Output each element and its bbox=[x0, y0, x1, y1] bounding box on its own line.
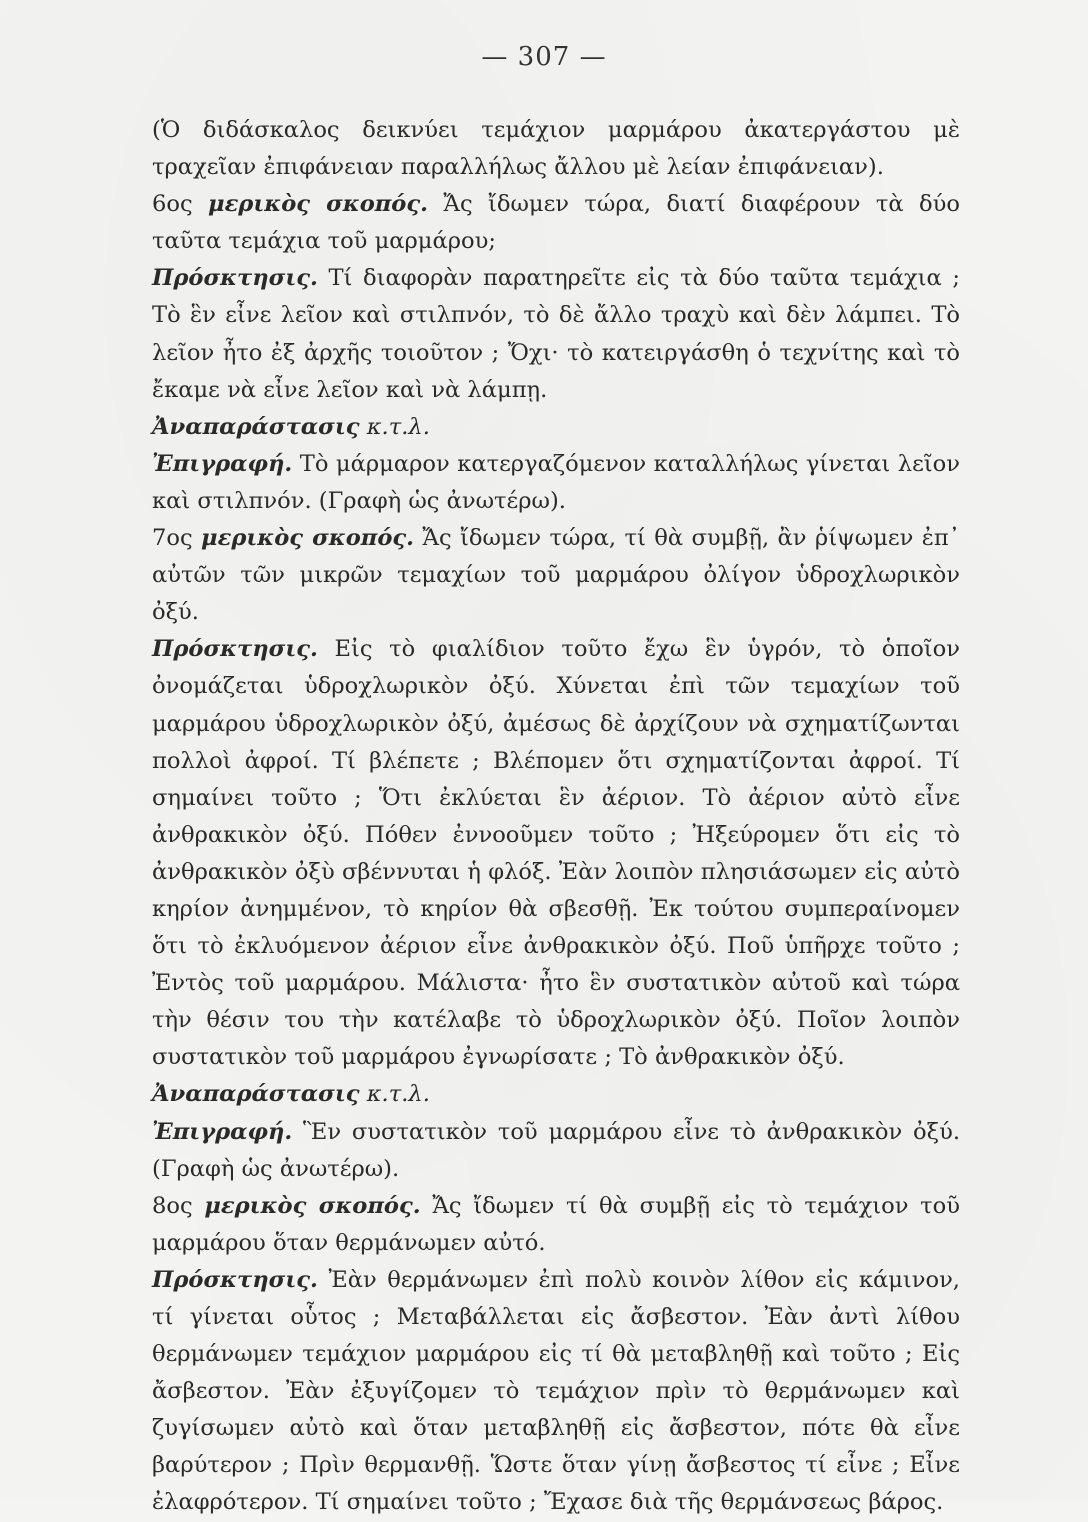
section-label: Ἀναπαράστασις bbox=[152, 1081, 360, 1108]
paragraph-acquisition-3 bbox=[152, 1262, 960, 1522]
section-label: Ἀναπαράστασις bbox=[152, 413, 360, 440]
section-label: Πρόσκτησις. bbox=[152, 1266, 318, 1293]
paragraph-text: (Ὁ διδάσκαλος δεικνύει τεμάχιον μαρμάρου ἀκατεργάστου μὲ τραχεῖαν ἐπιφάνειαν παραλλήλως ἄλλου μὲ λείαν ἐπιφάνειαν). bbox=[152, 117, 960, 181]
paragraph-text: κ.τ.λ. bbox=[359, 1081, 430, 1108]
paragraph-text: Εἰς τὸ φιαλίδιον τοῦτο ἔχω ἓν ὑγρόν, τὸ ὁποῖον ὀνομάζεται ὑδροχλωρικὸν ὀξύ. Χύνεται ἐπὶ τῶν τεμαχίων τοῦ μαρμάρου ὑδροχλωρικὸν ὀξύ, ἀμέσως δὲ ἀρχίζουν νὰ σχηματίζωνται πολλοὶ ἀφροί. Τί βλέπετε ; Βλέπομεν ὅτι σχηματίζονται ἀφροί. Τί σημαίνει τοῦτο ; Ὅτι ἐκλύεται ἓν ἀέριον. Τὸ ἀέριον αὐτὸ εἶνε ἀνθρακικὸν ὀξύ. Πόθεν ἐννοοῦμεν τοῦτο ; Ἠξεύρομεν ὅτι εἰς τὸ ἀνθρακικὸν ὀξὺ σβέννυται ἡ φλόξ. Ἐὰν λοιπὸν πλησιάσωμεν εἰς αὐτὸ κηρίον ἀνημμένον, τὸ κηρίον θὰ σβεσθῇ. Ἐκ τούτου συμπεραίνομεν ὅτι τὸ ἐκλυόμενον ἀέριον εἶνε ἀνθρακικὸν ὀξύ. Ποῦ ὑπῆρχε τοῦτο ; Ἐντὸς τοῦ μαρμάρου. Μάλιστα· ἦτο ἓν συστατικὸν αὐτοῦ καὶ τώρα τὴν θέσιν του τὴν κατέλαβε τὸ ὑδροχλωρικὸν ὀξύ. Ποῖον λοιπὸν συστατικὸν τοῦ μαρμάρου ἐγνωρίσατε ; Τὸ ἀνθρακικὸν ὀξύ. bbox=[152, 636, 960, 1071]
paragraph-acquisition-1 bbox=[152, 260, 960, 408]
page-number: — 307 — bbox=[481, 42, 607, 72]
paragraph-representation-1 bbox=[152, 409, 960, 446]
paragraph-aim-8 bbox=[152, 1188, 960, 1262]
paragraph-text: κ.τ.λ. bbox=[359, 413, 430, 440]
paragraph-representation-2 bbox=[152, 1076, 960, 1113]
paragraph-text: Ἓν συστατικὸν τοῦ μαρμάρου εἶνε τὸ ἀνθρακικὸν ὀξύ. (Γραφὴ ὡς ἀνωτέρω). bbox=[152, 1118, 960, 1182]
section-label: Πρόσκτησις. bbox=[152, 265, 318, 292]
paragraph-intro bbox=[152, 112, 960, 186]
paragraph-aim-6 bbox=[152, 186, 960, 260]
body-text bbox=[152, 112, 960, 1522]
paragraph-text: Ἐὰν θερμάνωμεν ἐπὶ πολὺ κοινὸν λίθον εἰς κάμινον, τί γίνεται οὗτος ; Μεταβάλλεται εἰς ἄσβεστον. Ἐὰν ἀντὶ λίθου θερμάνωμεν τεμάχιον μαρμάρου εἰς τί θὰ μεταβληθῇ καὶ τοῦτο ; Εἰς ἄσβεστον. Ἐὰν ἐξυγίζομεν τὸ τεμάχιον πρὶν τὸ θερμάνωμεν καὶ ζυγίσωμεν αὐτὸ καὶ ὅταν μεταβληθῇ εἰς ἄσβεστον, πότε θὰ εἶνε βαρύτερον ; Πρὶν θερμανθῇ. Ὥστε ὅταν γίνῃ ἄσβεστος τί εἶνε ; Εἶνε ἐλαφρότερον. Τί σημαίνει τοῦτο ; Ἔχασε διὰ τῆς θερμάνσεως βάρος. bbox=[152, 1266, 960, 1516]
aim-number: 6ος bbox=[152, 191, 193, 218]
aim-number: 8ος bbox=[152, 1192, 193, 1219]
aim-number: 7ος bbox=[152, 525, 193, 552]
section-label: μερικὸς σκοπός. bbox=[208, 191, 428, 218]
paragraph-inscription-1 bbox=[152, 446, 960, 520]
paragraph-text: Τί διαφορὰν παρατηρεῖτε εἰς τὰ δύο ταῦτα τεμάχια ; Τὸ ἓν εἶνε λεῖον καὶ στιλπνόν, τὸ δὲ ἄλλο τραχὺ καὶ δὲν λάμπει. Τὸ λεῖον ἦτο ἐξ ἀρχῆς τοιοῦτον ; Ὄχι· τὸ κατειργάσθη ὁ τεχνίτης καὶ τὸ ἔκαμε νὰ εἶνε λεῖον καὶ νὰ λάμπῃ. bbox=[152, 265, 960, 403]
section-label: Ἐπιγραφή. bbox=[152, 450, 293, 477]
paragraph-aim-7 bbox=[152, 520, 960, 631]
paragraph-text: Ἄς ἴδωμεν τί θὰ συμβῇ εἰς τὸ τεμάχιον τοῦ μαρμάρου ὅταν θερμάνωμεν αὐτό. bbox=[152, 1192, 960, 1256]
section-label: Πρόσκτησις. bbox=[152, 636, 318, 663]
section-label: Ἐπιγραφή. bbox=[152, 1118, 293, 1145]
paragraph-text: Ἄς ἴδωμεν τώρα, διατί διαφέρουν τὰ δύο ταῦτα τεμάχια τοῦ μαρμάρου; bbox=[152, 191, 960, 255]
paragraph-inscription-2 bbox=[152, 1114, 960, 1188]
paragraph-text: Ἄς ἴδωμεν τώρα, τί θὰ συμβῇ, ἂν ῥίψωμεν ἐπ᾽ αὐτῶν τῶν μικρῶν τεμαχίων τοῦ μαρμάρου ὀλίγον ὑδροχλωρικὸν ὀξύ. bbox=[152, 525, 960, 626]
paragraph-text: Τὸ μάρμαρον κατεργαζόμενον καταλλήλως γίνεται λεῖον καὶ στιλπνόν. (Γραφὴ ὡς ἀνωτέρω). bbox=[152, 450, 960, 514]
paragraph-acquisition-2 bbox=[152, 631, 960, 1076]
section-label: μερικὸς σκοπός. bbox=[201, 525, 415, 552]
section-label: μερικὸς σκοπός. bbox=[204, 1192, 421, 1219]
